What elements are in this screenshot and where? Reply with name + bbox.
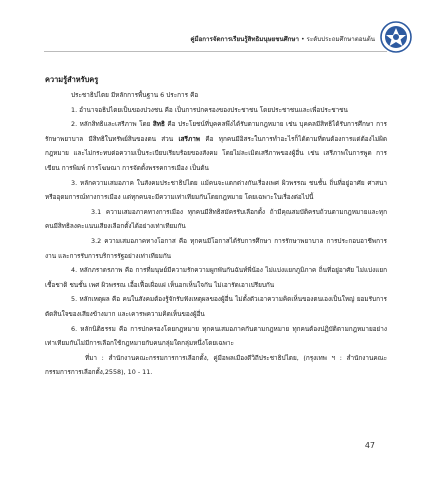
principle-2-text-e: คือ ทุกคนมีอิสระในการทำอะไรก็ได้ตามที่ตนต้องการแต่ต้องไม่ผิดกฎหมาย และไม่กระทบต่อความเป็นระเบียบเรียบร้อยของสังคม โดยไม่ละเมิดเสรีภาพของผู้อื่น เช่น เสรีภาพในการพูด การเขียน การพิมพ์ การโฆษณา การจัดตั้งพรรคการเมือง เป็นต้น <box>45 134 388 172</box>
institution-logo-icon <box>379 20 413 54</box>
principle-4: 4. หลักภราดรภาพ คือ การที่มนุษย์มีความรักความผูกพันกันฉันท์พี่น้อง ไม่แบ่งแยกภูมิภาค ถิ่นที่อยู่อาศัย ไม่แบ่งแยกเชื้อชาติ ชนชั้น เพศ ผิวพรรณ เอื้อเฟื้อเผื่อแผ่ เห็นอกเห็นใจกัน ไม่เอารัดเอาเปรียบกัน <box>45 266 387 289</box>
principle-6: 6. หลักนิติธรรม คือ การปกครองโดยกฎหมาย ทุกคนเสมอภาคกันตามกฎหมาย ทุกคนต้องปฏิบัติตามกฎหมายอย่างเท่าเทียมกันไม่มีการเลือกใช้กฎหมายกับคนกลุ่มใดกลุ่มหนึ่งโดยเฉพาะ <box>45 324 387 348</box>
principle-2 <box>45 117 387 175</box>
section-title: ความรู้สำหรับครู <box>45 75 99 84</box>
principle-2-term-rights: สิทธิ <box>152 120 165 129</box>
page-number: 47 <box>364 441 375 450</box>
principle-2-term-liberty: เสรีภาพ <box>178 134 200 143</box>
principle-2-text-a: 2. หลักสิทธิและเสรีภาพ โดย <box>71 120 153 129</box>
reference-citation: ที่มา : สำนักงานคณะกรรมการการเลือกตั้ง, คู่มือพลเมืองดีวิถีประชาธิปไตย, (กรุงเทพ ฯ : สำนักงานคณะกรรมการการเลือกตั้ง,2558), 10 - 11. <box>45 353 387 377</box>
principle-3: 3. หลักความเสมอภาค ในสังคมประชาธิปไตย แม้คนจะแตกต่างกันเรื่องเพศ ผิวพรรณ ชนชั้น ถิ่นที่อยู่อาศัย ศาสนาหรืออุดมการณ์ทางการเมือง แต่ทุกคนจะมีความเท่าเทียมกันโดยกฎหมาย โดยเฉพาะในเรื่องต่อไปนี้ <box>45 178 387 202</box>
principle-2-text-c: คือ ประโยชน์ที่บุคคลพึงได้รับตามกฎหมาย เช่น บุคคลมีสิทธิได้รับการศึกษา การรักษาพยาบาล มีสิทธิในทรัพย์สินของตน ส่วน <box>45 120 387 143</box>
header-title-sub: • ระดับประถมศึกษาตอนต้น <box>300 36 375 43</box>
header-title-main: คู่มือการจัดการเรียนรู้สิทธิมนุษยชนศึกษา <box>190 36 299 43</box>
principle-3-1: 3.1 ความเสมอภาคทางการเมือง ทุกคนมีสิทธิสมัครรับเลือกตั้ง ถ้ามีคุณสมบัติครบถ้วนตามกฎหมายและทุกคนมีสิทธิลงคะแนนเสียงเลือกตั้งได้อย่างเท่าเทียมกัน <box>45 207 387 231</box>
document-body <box>45 72 387 380</box>
page-header <box>0 18 427 62</box>
intro-paragraph: ประชาธิปไตย มีหลักการพื้นฐาน 6 ประการ คือ <box>71 91 199 99</box>
principle-3-2: 3.2 ความเสมอภาคทางโอกาส คือ ทุกคนมีโอกาสได้รับการศึกษา การรักษาพยาบาล การประกอบอาชีพการงาน และการรับการบริการรัฐอย่างเท่าเทียมกัน <box>45 236 387 260</box>
header-divider <box>44 51 387 52</box>
principle-1: 1. อำนาจอธิปไตยเป็นของปวงชน คือ เป็นการปกครองของประชาชน โดยประชาชนและเพื่อประชาชน <box>71 105 348 114</box>
principle-5: 5. หลักเหตุผล คือ คนในสังคมต้องรู้จักรับฟังเหตุผลของผู้อื่น ไม่ตั้งตัวเอาความคิดเห็นของตนเองเป็นใหญ่ ยอมรับการตัดสินใจของเสียงข้างมาก และเคารพความคิดเห็นของผู้อื่น <box>45 295 387 318</box>
header-title <box>190 34 375 44</box>
